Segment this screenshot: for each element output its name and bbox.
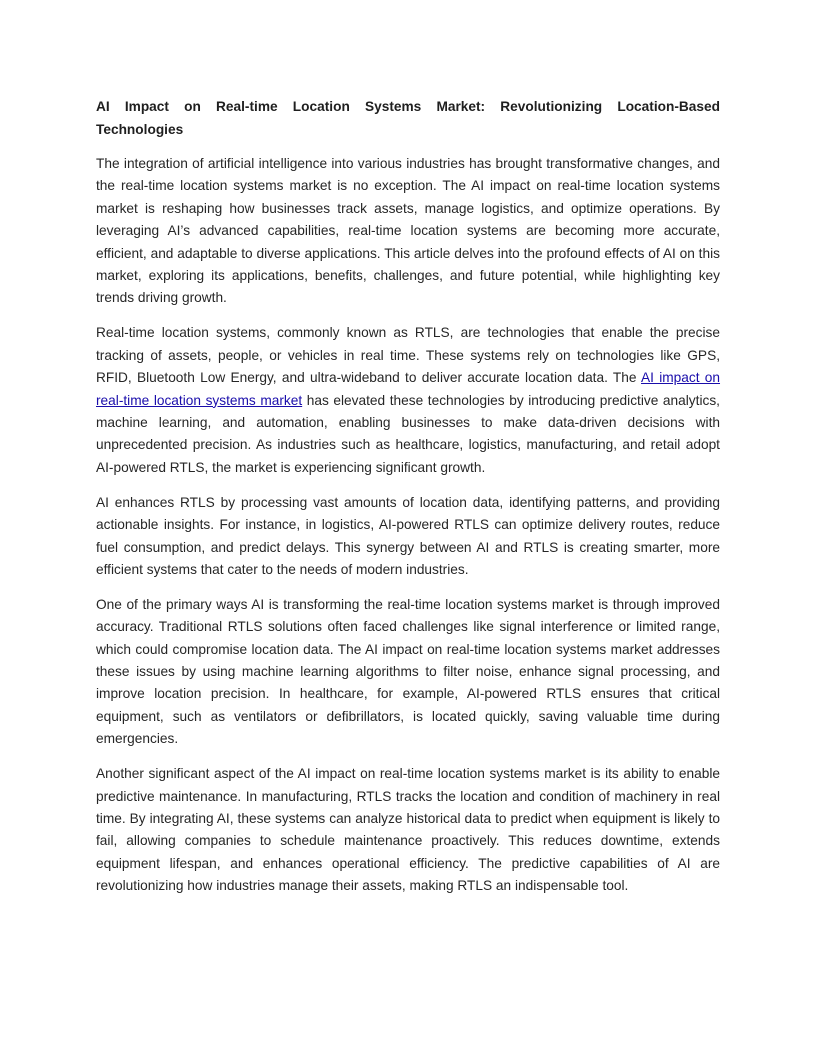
paragraph-text-after-link: has elevated these technologies by introducing predictive analytics, machine learning, and automation, enabling businesses to make data-driven decisions with unprecedented precision. As industries such as healthcare, logistics, manufacturing, and retail adopt AI-powered RTLS, the market is experiencing significant growth. bbox=[96, 392, 720, 475]
paragraph-ai-enhances: AI enhances RTLS by processing vast amounts of location data, identifying patterns, and providing actionable insights. For instance, in logistics, AI-powered RTLS can optimize delivery routes, reduce fuel consumption, and predict delays. This synergy between AI and RTLS is creating smarter, more efficient systems that cater to the needs of modern industries. bbox=[96, 494, 720, 577]
paragraph-predictive-maintenance: Another significant aspect of the AI impact on real-time location systems market is its ability to enable predictive maintenance. In manufacturing, RTLS tracks the location and condition of machinery in real time. By integrating AI, these systems can analyze historical data to predict when equipment is likely to fail, allowing companies to schedule maintenance proactively. This reduces downtime, extends equipment lifespan, and enhances operational efficiency. The predictive capabilities of AI are revolutionizing how industries manage their assets, making RTLS an indispensable tool. bbox=[96, 766, 720, 894]
paragraph-accuracy: One of the primary ways AI is transforming the real-time location systems market is through improved accuracy. Traditional RTLS solutions often faced challenges like signal interference or limited range, which could compromise location data. The AI impact on real-time location systems market addresses these issues by using machine learning algorithms to filter noise, enhance signal processing, and improve location precision. In healthcare, for example, AI-powered RTLS ensures that critical equipment, such as ventilators or defibrillators, is located quickly, saving valuable time during emergencies. bbox=[96, 596, 720, 747]
paragraph-rtls-overview bbox=[96, 322, 720, 479]
paragraph-intro: The integration of artificial intelligence into various industries has brought transformative changes, and the real-time location systems market is no exception. The AI impact on real-time location systems market is reshaping how businesses track assets, manage logistics, and optimize operations. By leveraging AI’s advanced capabilities, real-time location systems are becoming more accurate, efficient, and adaptable to diverse applications. This article delves into the profound effects of AI on this market, exploring its applications, benefits, challenges, and future potential, while highlighting key trends driving growth. bbox=[96, 156, 720, 306]
ai-impact-rtls-link[interactable]: AI impact on real-time location systems market bbox=[96, 370, 721, 408]
article-title: AI Impact on Real-time Location Systems Market: Revolutionizing Location-Based Technologies bbox=[96, 99, 720, 137]
paragraph-text-before-link: Real-time location systems, commonly known as RTLS, are technologies that enable the precise tracking of assets, people, or vehicles in real time. These systems rely on technologies like GPS, RFID, Bluetooth Low Energy, and ultra-wideband to deliver accurate location data. The bbox=[96, 325, 720, 386]
document-page bbox=[96, 96, 720, 910]
